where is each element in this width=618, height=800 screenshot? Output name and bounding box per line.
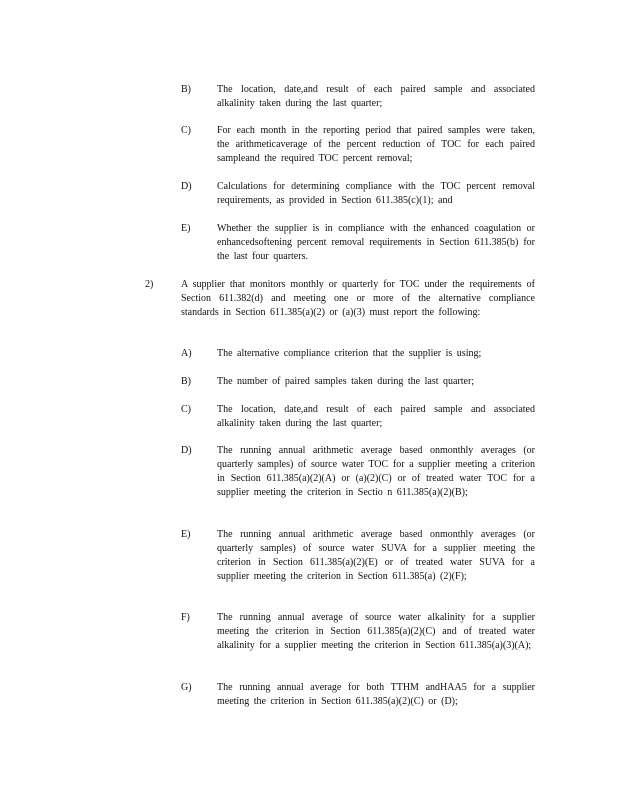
item-text: Whether the supplier is in compliance with the enhanced coagulation or enhancedsoftening percent removal requirements in Section 611.385(b) for the last four quarters. — [217, 223, 535, 262]
item-text: The location, date,and result of each paired sample and associated alkalinity taken during the last quarter; — [217, 404, 535, 429]
item-text: For each month in the reporting period that paired samples were taken, the arithmeticaverage of the percent reduction of TOC for each paired sampleand the required TOC percent removal; — [217, 125, 535, 164]
item-text: The location, date,and result of each paired sample and associated alkalinity taken during the last quarter; — [217, 84, 535, 109]
item-text: The running annual arithmetic average based onmonthly averages (or quarterly samples) of source water TOC for a supplier meeting a criterion in Section 611.385(a)(2)(A) or (a)(2)(C) or of treated water TOC for a supplier meeting the criterion in Sectio n 611.385(a)(2)(B); — [217, 445, 535, 498]
item-label: B) — [181, 84, 191, 95]
item-label: A) — [181, 348, 192, 359]
item-label: F) — [181, 612, 190, 623]
item-text: The number of paired samples taken during the last quarter; — [217, 376, 475, 387]
item-label: C) — [181, 125, 191, 136]
item-text: Calculations for determining compliance with the TOC percent removal requirements, as provided in Section 611.385(c)(1); and — [217, 181, 535, 206]
item-label: 2) — [145, 279, 154, 290]
item-text: The running annual arithmetic average based onmonthly averages (or quarterly samples) of source water SUVA for a supplier meeting the criterion in Section 611.385(a)(2)(E) or of treated water SUVA for a supplier meeting the criterion in Section 611.385(a) (2)(F); — [217, 529, 535, 582]
item-text: A supplier that monitors monthly or quarterly for TOC under the requirements of Section 611.382(d) and meeting one or more of the alternative compliance standards in Section 611.385(a)(2) or (a)(3) must report the following: — [181, 279, 535, 318]
item-text: The alternative compliance criterion that the supplier is using; — [217, 348, 482, 359]
item-label: E) — [181, 223, 191, 234]
item-text: The running annual average for both TTHM andHAA5 for a supplier meeting the criterion in Section 611.385(a)(2)(C) or (D); — [217, 682, 535, 707]
item-label: E) — [181, 529, 191, 540]
item-label: D) — [181, 445, 192, 456]
item-label: G) — [181, 682, 192, 693]
item-label: D) — [181, 181, 192, 192]
item-label: B) — [181, 376, 191, 387]
item-label: C) — [181, 404, 191, 415]
item-text: The running annual average of source water alkalinity for a supplier meeting the criterion in Section 611.385(a)(2)(C) and of treated water alkalinity for a supplier meeting the criterion in Section 611.385(a)(3)(A); — [217, 612, 535, 651]
